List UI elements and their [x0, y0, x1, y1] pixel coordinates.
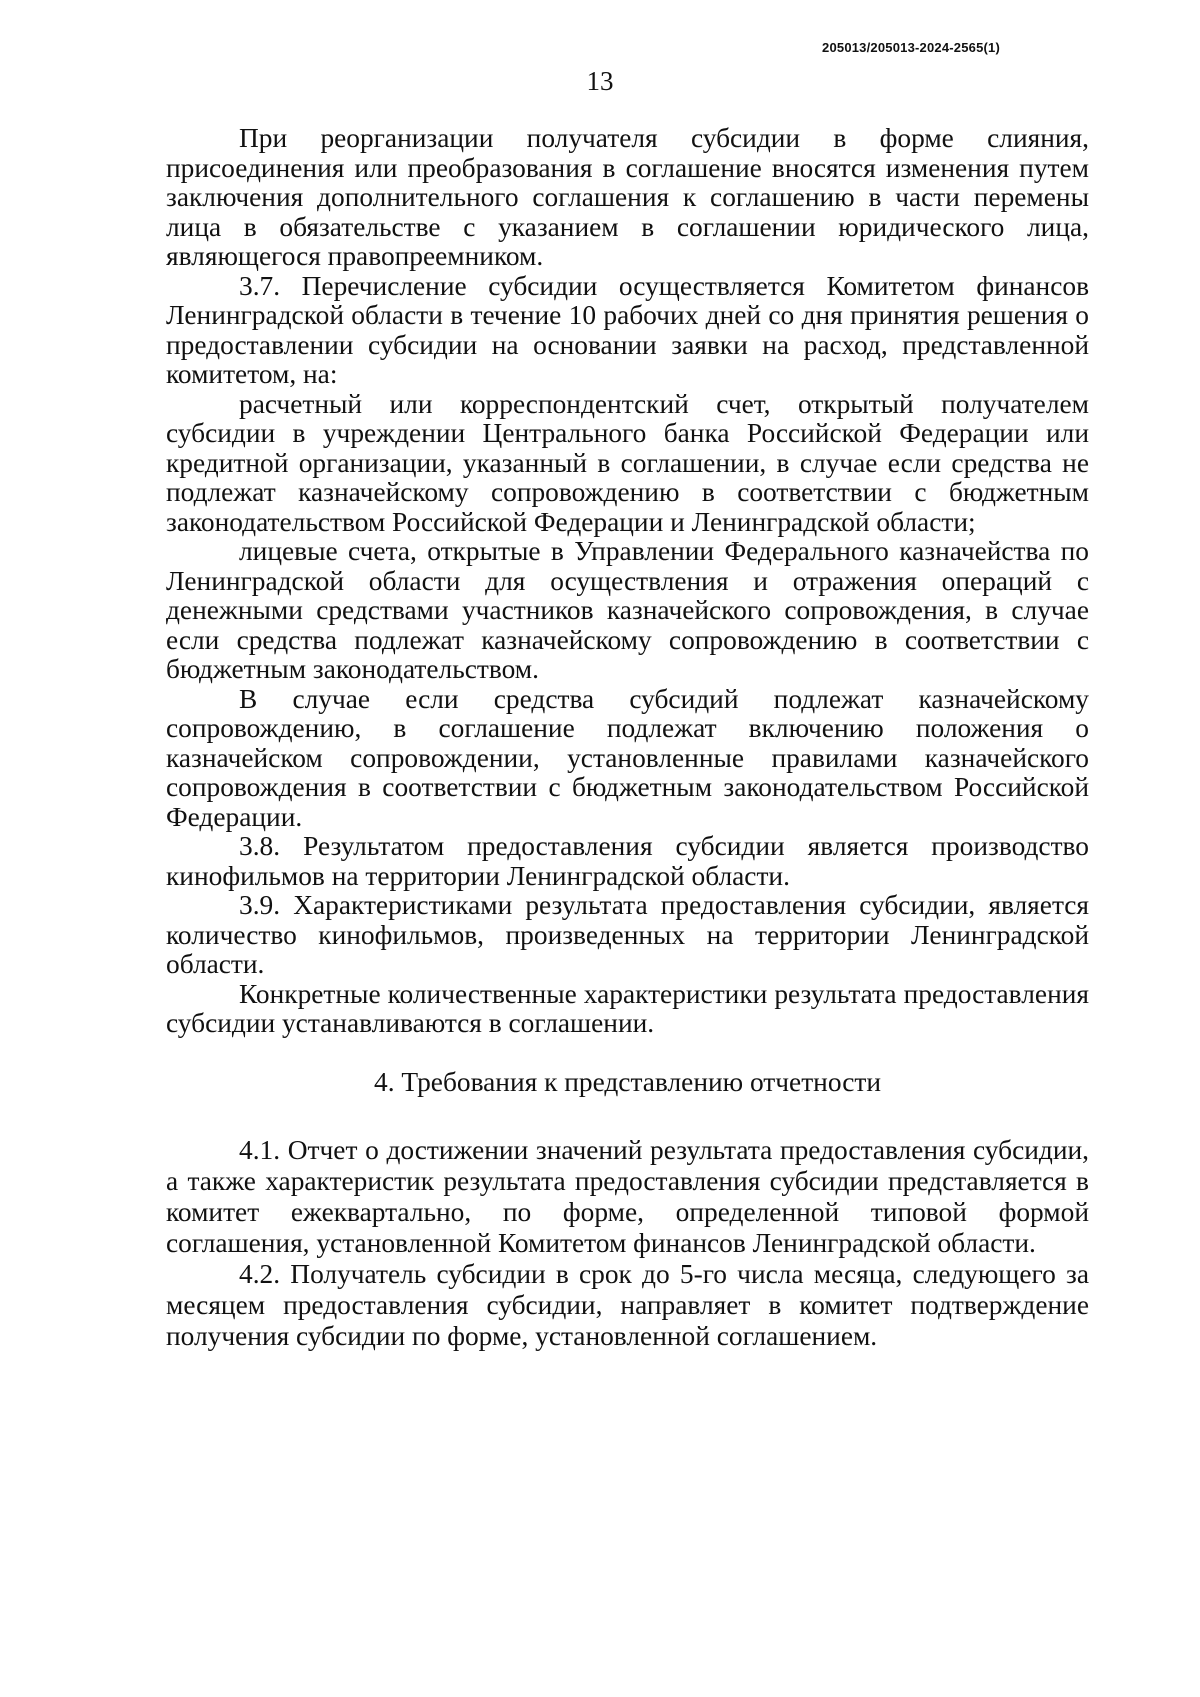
paragraph-specific-characteristics: Конкретные количественные характеристики результата предоставления субсидии устанавливаются в соглашении. — [166, 978, 1089, 1038]
paragraph-3-9: 3.9. Характеристиками результата предоставления субсидии, является количество кинофильмов, произведенных на территории Ленинградской области. — [166, 890, 1089, 979]
paragraph-3-7: 3.7. Перечисление субсидии осуществляется Комитетом финансов Ленинградской области в течение 10 рабочих дней со дня принятия решения о предоставлении субсидии на основании заявки на расход, представленной комитетом, на: — [166, 270, 1089, 389]
paragraph-reorganization: При реорганизации получателя субсидии в форме слияния, присоединения или преобразования в соглашение вносятся изменения путем заключения дополнительного соглашения к соглашению в части перемены лица в обязательстве с указанием в соглашении юридического лица, являющегося правопреемником. — [166, 123, 1089, 271]
paragraph-3-8: 3.8. Результатом предоставления субсидии является производство кинофильмов на территории Ленинградской области. — [166, 831, 1089, 891]
paragraph-treasury-support: В случае если средства субсидий подлежат казначейскому сопровождению, в соглашение подлежат включению положения о казначейском сопровождении, установленные правилами казначейского сопровождения в соответствии с бюджетным законодательством Российской Федерации. — [166, 683, 1089, 832]
paragraph-4-2: 4.2. Получатель субсидии в срок до 5-го числа месяца, следующего за месяцем предоставления субсидии, направляет в комитет подтверждение получения субсидии по форме, установленной соглашением. — [166, 1259, 1089, 1351]
page-number: 13 — [586, 66, 614, 96]
document-body — [166, 124, 1089, 1352]
paragraph-personal-accounts: лицевые счета, открытые в Управлении Федерального казначейства по Ленинградской области для осуществления и отражения операций с денежными средствами участников казначейского сопровождения, в случае если средства подлежат казначейскому сопровождению в соответствии с бюджетным законодательством. — [166, 536, 1089, 684]
section-4-heading: 4. Требования к представлению отчетности — [374, 1066, 881, 1097]
document-id: 205013/205013-2024-2565(1) — [822, 40, 1000, 55]
paragraph-settlement-account: расчетный или корреспондентский счет, открытый получателем субсидии в учреждении Центрального банка Российской Федерации или кредитной организации, указанный в соглашении, в случае если средства не подлежат казначейскому сопровождению в соответствии с бюджетным законодательством Российской Федерации и Ленинградской области; — [166, 388, 1089, 537]
paragraph-4-1: 4.1. Отчет о достижении значений результата предоставления субсидии, а также характеристик результата предоставления субсидии представляется в комитет ежеквартально, по форме, определенной типовой формой соглашения, установленной Комитетом финансов Ленинградской области. — [166, 1135, 1089, 1258]
